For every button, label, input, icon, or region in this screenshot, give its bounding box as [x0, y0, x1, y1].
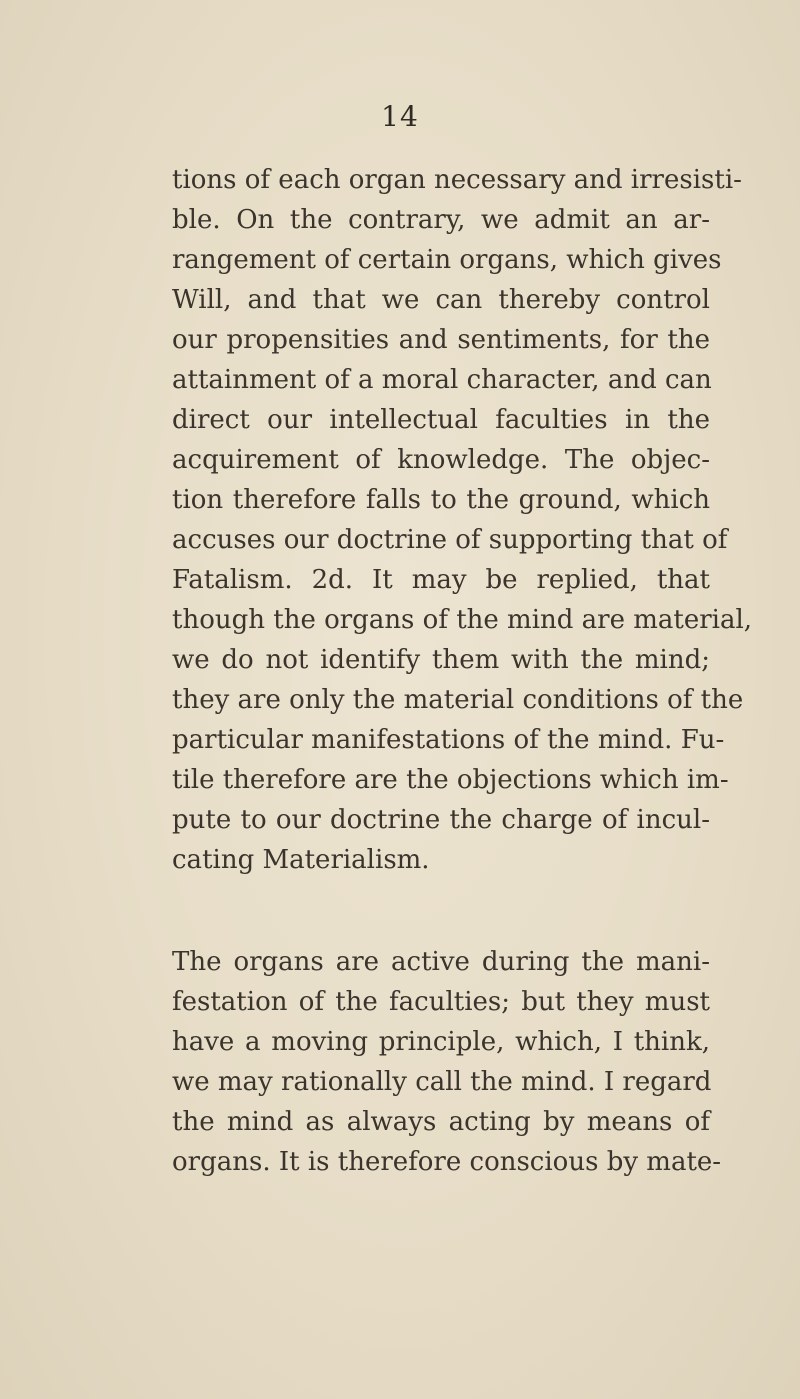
text-line: particular manifestations of the mind. Fu- [172, 725, 725, 755]
text-line: our propensities and sentiments, for the [172, 325, 710, 355]
text-line: they are only the material conditions of the [172, 685, 744, 715]
body-text [172, 160, 753, 1182]
paragraph-2 [172, 942, 722, 1182]
paragraph-gap [172, 880, 710, 942]
text-line: The organs are active during the mani- [172, 947, 710, 977]
text-line: rangement of certain organs, which gives [172, 245, 722, 275]
text-line: tion therefore falls to the ground, which [172, 485, 710, 515]
text-line: cating Materialism. [172, 845, 430, 875]
text-line: Fatalism. 2d. It may be replied, that [172, 565, 710, 595]
text-line: we do not identify them with the mind; [172, 645, 710, 675]
text-line: we may rationally call the mind. I regard [172, 1067, 712, 1097]
text-line: pute to our doctrine the charge of incul- [172, 805, 710, 835]
text-line: Will, and that we can thereby control [172, 285, 710, 315]
text-line: tions of each organ necessary and irresisti- [172, 165, 742, 195]
text-line: accuses our doctrine of supporting that of [172, 525, 728, 555]
page-number: 14 [381, 100, 419, 133]
text-line: direct our intellectual faculties in the [172, 405, 710, 435]
text-line: ble. On the contrary, we admit an ar- [172, 205, 710, 235]
text-line: acquirement of knowledge. The objec- [172, 445, 710, 475]
text-line: the mind as always acting by means of [172, 1107, 710, 1137]
text-line: though the organs of the mind are material, [172, 605, 753, 635]
text-line: have a moving principle, which, I think, [172, 1027, 710, 1057]
text-line: festation of the faculties; but they must [172, 987, 710, 1017]
text-line: tile therefore are the objections which im- [172, 765, 729, 795]
paragraph-1 [172, 160, 753, 880]
text-line: organs. It is therefore conscious by mate- [172, 1147, 722, 1177]
text-line: attainment of a moral character, and can [172, 365, 712, 395]
